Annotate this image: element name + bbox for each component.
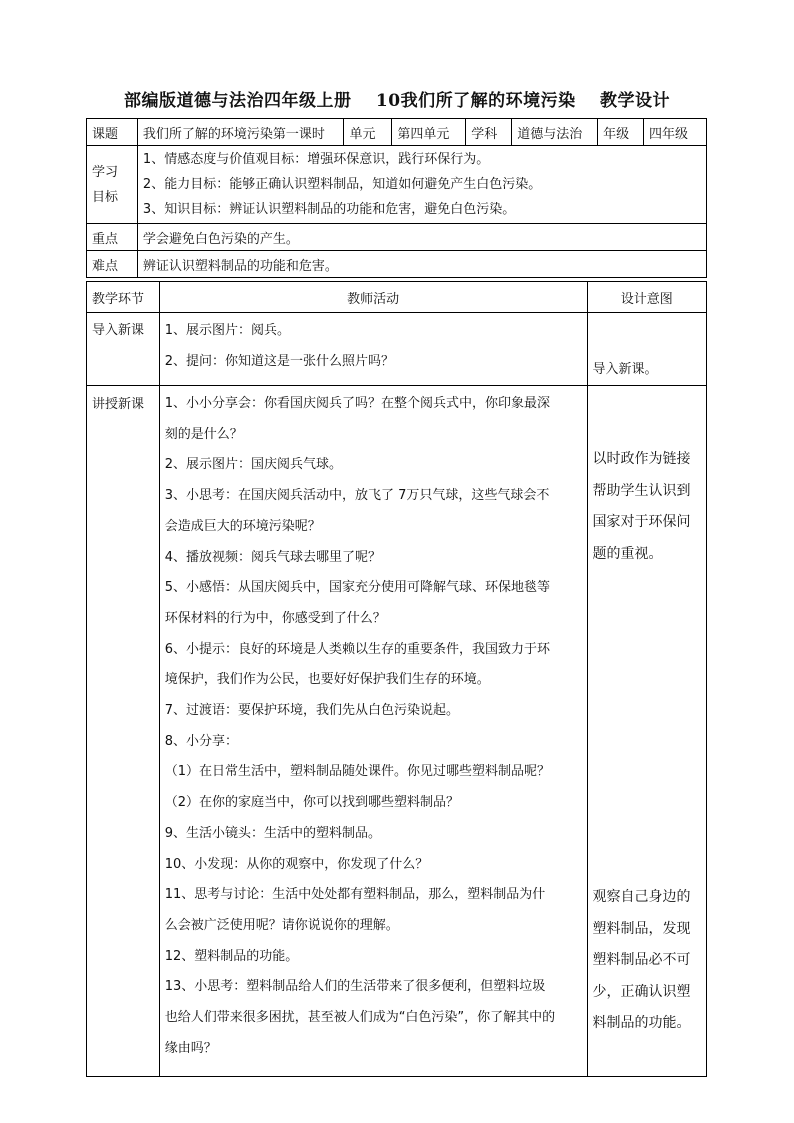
topic-label: 课题 xyxy=(87,119,138,146)
intro-row xyxy=(87,313,707,386)
activity-line: 刻的是什么？ xyxy=(164,426,243,442)
difficulty-label: 难点 xyxy=(87,251,138,278)
unit-label: 单元 xyxy=(344,119,392,146)
difficulty-row xyxy=(87,251,707,278)
activity-line: （2）在你的家庭当中，你可以找到哪些塑料制品？ xyxy=(164,795,459,811)
teaching-intent xyxy=(587,386,706,1077)
focus-row xyxy=(87,224,707,251)
goal-item: 2、能力目标：能够正确认识塑料制品，知道如何避免产生白色污染。 xyxy=(142,177,542,192)
activity-line: 6、小提示：良好的环境是人类赖以生存的重要条件，我国致力于环 xyxy=(164,641,550,657)
process-header-row xyxy=(87,282,707,313)
activity-line: 缘由吗？ xyxy=(164,1040,217,1056)
focus-value: 学会避免白色污染的产生。 xyxy=(137,224,706,251)
design-intent-header: 设计意图 xyxy=(587,282,706,313)
activity-line: 5、小感悟：从国庆阅兵中，国家充分使用可降解气球、环保地毯等 xyxy=(164,580,550,596)
difficulty-value: 辨证认识塑料制品的功能和危害。 xyxy=(137,251,706,278)
grade-label: 年级 xyxy=(598,119,644,146)
intro-stage: 导入新课 xyxy=(87,313,160,386)
teaching-activities xyxy=(159,386,587,1077)
activity-line: 12、塑料制品的功能。 xyxy=(164,948,299,964)
activity-line: 境保护，我们作为公民，也要好好保护我们生存的环境。 xyxy=(164,672,490,688)
activity-line: 环保材料的行为中，你感受到了什么？ xyxy=(164,610,386,626)
activity-line: 2、展示图片：国庆阅兵气球。 xyxy=(164,457,342,473)
unit-value: 第四单元 xyxy=(392,119,466,146)
intent-block-policy: 以时政作为链接 帮助学生认识到 国家对于环保问 题的重视。 xyxy=(592,451,691,562)
process-table xyxy=(86,281,707,1077)
activity-line: 8、小分享： xyxy=(164,733,238,749)
intent-block-plastics: 观察自己身边的 塑料制品，发现 塑料制品必不可 少，正确认识塑 料制品的功能。 xyxy=(592,889,691,1031)
activity-line: 1、展示图片：阅兵。 xyxy=(164,323,290,338)
title-lesson: 10我们所了解的环境污染 xyxy=(375,91,576,111)
goal-item: 1、情感态度与价值观目标：增强环保意识，践行环保行为。 xyxy=(142,152,490,167)
info-table xyxy=(86,118,707,278)
activity-line: 9、生活小镜头：生活中的塑料制品。 xyxy=(164,825,381,841)
stage-header: 教学环节 xyxy=(87,282,160,313)
activity-line: 1、小小分享会：你看国庆阅兵了吗？在整个阅兵式中，你印象最深 xyxy=(164,396,550,411)
activity-line: 会造成巨大的环境污染呢？ xyxy=(164,518,321,534)
title-type: 教学设计 xyxy=(600,91,670,111)
teaching-row xyxy=(87,386,707,1077)
activity-line: 也给人们带来很多困扰，甚至被人们成为“白色污染”，你了解其中的 xyxy=(164,1010,556,1026)
activity-line: 7、过渡语：要保护环境，我们先从白色污染说起。 xyxy=(164,703,459,719)
goals-row xyxy=(87,146,707,224)
subject-label: 学科 xyxy=(466,119,512,146)
topic-value: 我们所了解的环境污染第一课时 xyxy=(137,119,344,146)
goals-label: 学习 目标 xyxy=(87,146,138,224)
activity-line: 11、思考与讨论：生活中处处都有塑料制品，那么，塑料制品为什 xyxy=(164,887,546,903)
grade-value: 四年级 xyxy=(644,119,707,146)
subject-value: 道德与法治 xyxy=(512,119,598,146)
activity-line: 10、小发现：从你的观察中，你发现了什么？ xyxy=(164,856,429,872)
activity-line: （1）在日常生活中，塑料制品随处课件。你见过哪些塑料制品呢？ xyxy=(164,764,550,780)
goal-item: 3、知识目标：辨证认识塑料制品的功能和危害，避免白色污染。 xyxy=(142,202,516,217)
activity-line: 13、小思考：塑料制品给人们的生活带来了很多便利，但塑料垃圾 xyxy=(164,979,546,995)
intro-activities xyxy=(159,313,587,386)
activity-line: 2、提问：你知道这是一张什么照片吗？ xyxy=(164,353,394,369)
title-book: 部编版道德与法治四年级上册 xyxy=(123,91,352,111)
goals-list xyxy=(137,146,706,224)
topic-row xyxy=(87,119,707,146)
teacher-activity-header: 教师活动 xyxy=(159,282,587,313)
teaching-stage: 讲授新课 xyxy=(87,386,160,1077)
activity-line: 3、小思考：在国庆阅兵活动中，放飞了 7万只气球，这些气球会不 xyxy=(164,488,550,504)
document-title xyxy=(0,86,794,111)
activity-line: 4、播放视频：阅兵气球去哪里了呢？ xyxy=(164,549,381,565)
activity-line: 么会被广泛使用呢？请你说说你的理解。 xyxy=(164,917,399,933)
intro-intent: 导入新课。 xyxy=(587,313,706,386)
focus-label: 重点 xyxy=(87,224,138,251)
